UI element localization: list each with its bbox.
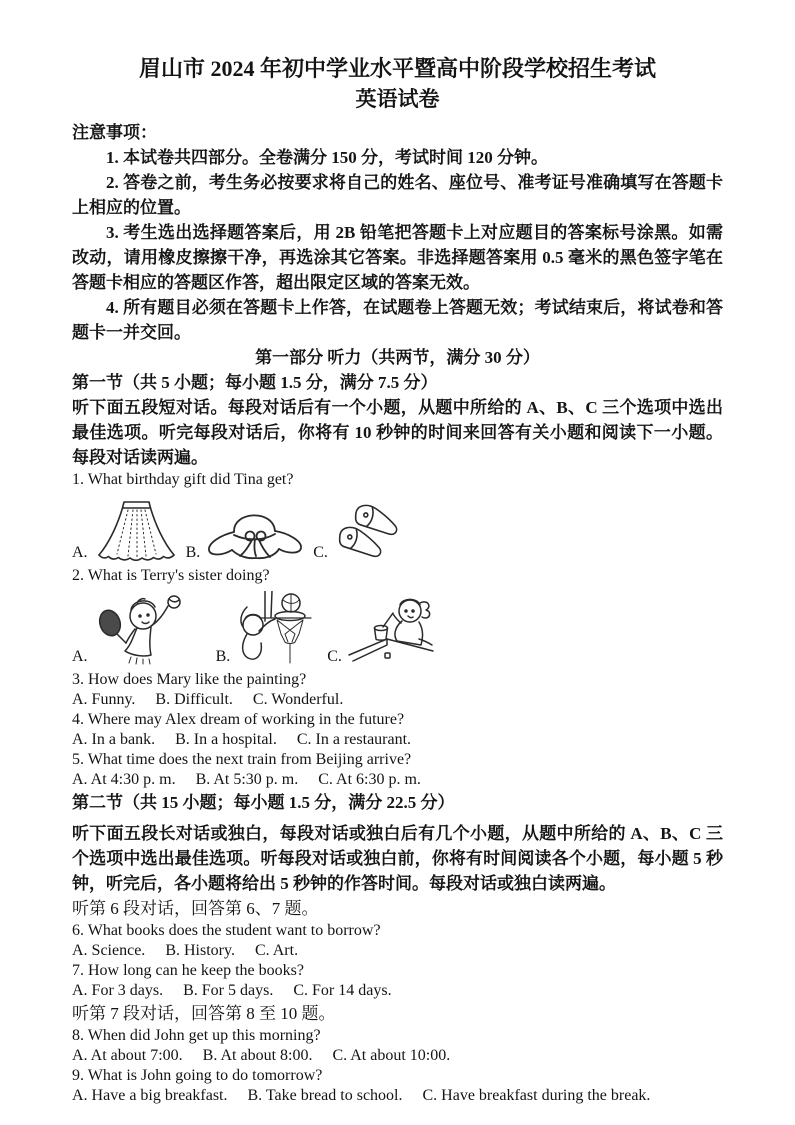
option-a: A. Science. bbox=[72, 942, 146, 959]
section2-heading: 第二节（共 15 小题；每小题 1.5 分，满分 22.5 分） bbox=[72, 793, 455, 812]
option-label-a: A. bbox=[72, 648, 88, 665]
question-8-text: 8. When did John get up this morning? bbox=[72, 1027, 321, 1044]
option-c: C. At about 10:00. bbox=[332, 1047, 451, 1064]
shoes-image bbox=[333, 503, 411, 563]
picture-option-a bbox=[72, 499, 178, 563]
picture-option-c bbox=[327, 595, 435, 667]
section2-group2-intro: 听第 7 段对话，回答第 8 至 10 题。 bbox=[72, 1004, 336, 1023]
option-b: B. Take bread to school. bbox=[247, 1087, 403, 1104]
girl-painting-image bbox=[347, 595, 435, 667]
question-5-text: 5. What time does the next train from Beijing arrive? bbox=[72, 751, 412, 768]
option-c: C. At 6:30 p. m. bbox=[318, 771, 421, 788]
option-a: A. In a bank. bbox=[72, 731, 156, 748]
question-9-text: 9. What is John going to do tomorrow? bbox=[72, 1067, 323, 1084]
option-label-c: C. bbox=[327, 648, 342, 665]
part1-heading: 第一部分 听力（共两节，满分 30 分） bbox=[255, 348, 540, 367]
shooting-basketball-image bbox=[235, 591, 315, 667]
notice-item-1: 1. 本试卷共四部分。全卷满分 150 分，考试时间 120 分钟。 bbox=[106, 148, 548, 167]
option-c: C. For 14 days. bbox=[293, 982, 392, 999]
option-b: B. For 5 days. bbox=[183, 982, 274, 999]
question-1-text: 1. What birthday gift did Tina get? bbox=[72, 471, 294, 488]
option-b: B. At 5:30 p. m. bbox=[195, 771, 299, 788]
option-label-b: B. bbox=[185, 544, 201, 561]
section2-group1-intro: 听第 6 段对话，回答第 6、7 题。 bbox=[72, 899, 319, 918]
option-a: A. Have a big breakfast. bbox=[72, 1087, 228, 1104]
picture-option-a bbox=[72, 593, 188, 667]
question-3-options bbox=[72, 690, 723, 710]
question-2-picture-options bbox=[72, 589, 723, 667]
question-7-options bbox=[72, 981, 723, 1001]
girl-playing-ball-image bbox=[93, 593, 188, 667]
question-6-options bbox=[72, 941, 723, 961]
option-label-c: C. bbox=[313, 544, 328, 561]
question-6-text: 6. What books does the student want to borrow? bbox=[72, 922, 381, 939]
notice-item-3: 3. 考生选出选择题答案后，用 2B 铅笔把答题卡上对应题目的答案标号涂黑。如需改动，请用橡皮擦擦干净，再选涂其它答案。非选择题答案用 0.5 毫米的黑色签字笔在答题卡相应的答题区作答，超出限定区域的答案无效。 bbox=[72, 223, 723, 292]
paper-title: 眉山市 2024 年初中学业水平暨高中阶段学校招生考试 bbox=[138, 56, 656, 81]
question-9-options bbox=[72, 1086, 723, 1106]
sun-hat-image bbox=[205, 499, 305, 563]
option-a: A. At about 7:00. bbox=[72, 1047, 183, 1064]
question-3-text: 3. How does Mary like the painting? bbox=[72, 671, 307, 688]
option-b: B. In a hospital. bbox=[175, 731, 277, 748]
section1-heading: 第一节（共 5 小题；每小题 1.5 分，满分 7.5 分） bbox=[72, 373, 438, 392]
question-4-text: 4. Where may Alex dream of working in the future? bbox=[72, 711, 405, 728]
picture-option-b bbox=[186, 499, 306, 563]
question-1-picture-options bbox=[72, 493, 723, 563]
section1-instructions: 听下面五段短对话。每段对话后有一个小题，从题中所给的 A、B、C 三个选项中选出最佳选项。听完每段对话后，你将有 10 秒钟的时间来回答有关小题和阅读下一小题。每段对话读两遍。 bbox=[72, 398, 723, 467]
question-7-text: 7. How long can he keep the books? bbox=[72, 962, 304, 979]
notice-item-4: 4. 所有题目必须在答题卡上作答，在试题卷上答题无效；考试结束后，将试卷和答题卡一并交回。 bbox=[72, 298, 723, 342]
option-a: A. For 3 days. bbox=[72, 982, 164, 999]
option-c: C. In a restaurant. bbox=[296, 731, 412, 748]
option-a: A. At 4:30 p. m. bbox=[72, 771, 176, 788]
option-b: B. History. bbox=[165, 942, 235, 959]
paper-subtitle: 英语试卷 bbox=[355, 87, 440, 111]
option-c: C. Art. bbox=[254, 942, 299, 959]
option-c: C. Have breakfast during the break. bbox=[422, 1087, 651, 1104]
picture-option-c bbox=[313, 503, 411, 563]
option-c: C. Wonderful. bbox=[252, 691, 344, 708]
question-5-options bbox=[72, 770, 723, 790]
question-8-options bbox=[72, 1046, 723, 1066]
option-label-a: A. bbox=[72, 544, 88, 561]
question-4-options bbox=[72, 730, 723, 750]
skirt-image bbox=[93, 499, 178, 563]
option-label-b: B. bbox=[215, 648, 231, 665]
option-a: A. Funny. bbox=[72, 691, 136, 708]
option-b: B. Difficult. bbox=[155, 691, 233, 708]
question-2-text: 2. What is Terry's sister doing? bbox=[72, 567, 270, 584]
picture-option-b bbox=[216, 591, 316, 667]
section2-instructions: 听下面五段长对话或独白，每段对话或独白后有几个小题，从题中所给的 A、B、C 三个选项中选出最佳选项。听每段对话或独白前，你将有时间阅读各个小题，每小题 5 秒钟，听完后，各小题将给出 5 秒钟的作答时间。每段对话或独白读两遍。 bbox=[72, 824, 723, 893]
option-b: B. At about 8:00. bbox=[202, 1047, 313, 1064]
notice-item-2: 2. 答卷之前，考生务必按要求将自己的姓名、座位号、准考证号准确填写在答题卡上相应的位置。 bbox=[72, 173, 723, 217]
notice-heading: 注意事项： bbox=[72, 123, 157, 142]
